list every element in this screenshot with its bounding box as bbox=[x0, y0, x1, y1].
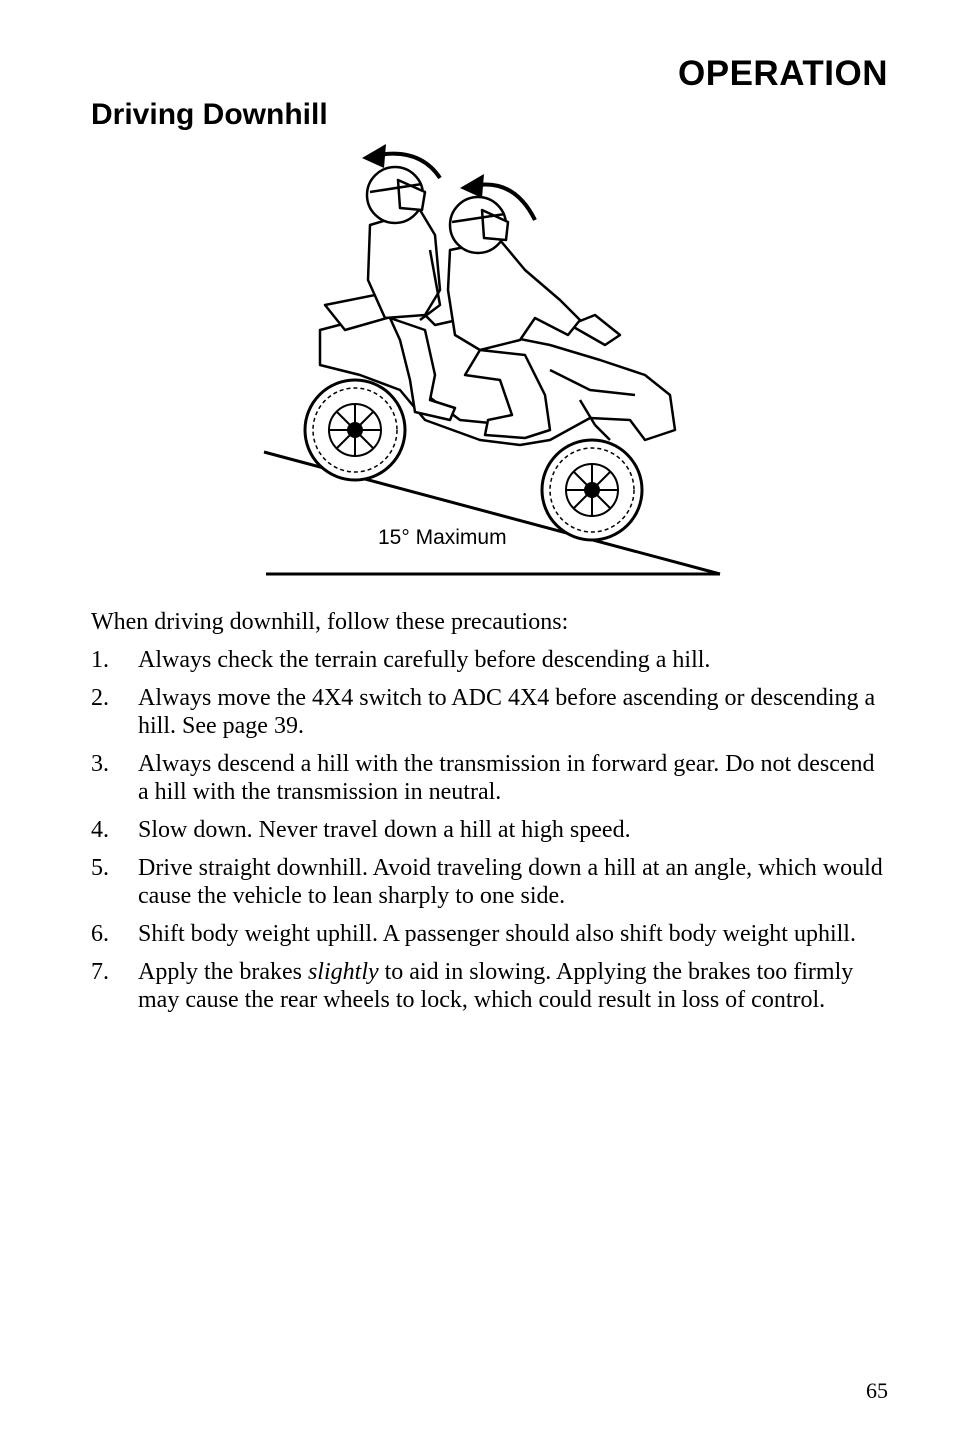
section-title: OPERATION bbox=[678, 54, 888, 93]
slope-angle-label: 15° Maximum bbox=[375, 526, 510, 550]
precautions-list bbox=[91, 646, 891, 1024]
page-heading: Driving Downhill bbox=[91, 98, 328, 131]
list-item bbox=[91, 854, 891, 910]
list-item bbox=[91, 646, 891, 674]
rear-wheel bbox=[305, 380, 405, 480]
item-number: 3. bbox=[91, 751, 109, 777]
item-text-before: Apply the brakes bbox=[138, 959, 308, 985]
list-item bbox=[91, 684, 891, 740]
item-text: Shift body weight uphill. A passenger should also shift body weight uphill. bbox=[138, 921, 856, 947]
item-text: Always check the terrain carefully before descending a hill. bbox=[138, 647, 711, 673]
item-text: Always descend a hill with the transmission in forward gear. Do not descend a hill with the transmission in neutral. bbox=[138, 751, 875, 805]
item-text: Drive straight downhill. Avoid traveling down a hill at an angle, which would cause the vehicle to lean sharply to one side. bbox=[138, 855, 883, 909]
list-item bbox=[91, 816, 891, 844]
item-text-after: to aid in slowing. Applying the brakes too firmly may cause the rear wheels to lock, which could result in loss of control. bbox=[138, 959, 854, 1013]
item-number: 6. bbox=[91, 921, 109, 947]
item-text: Always move the 4X4 switch to ADC 4X4 before ascending or descending a hill. See page 39. bbox=[138, 685, 876, 739]
item-number: 7. bbox=[91, 959, 109, 985]
front-wheel bbox=[542, 440, 642, 540]
downhill-illustration bbox=[250, 140, 730, 585]
intro-text: When driving downhill, follow these precautions: bbox=[91, 609, 569, 635]
list-item bbox=[91, 750, 891, 806]
item-number: 2. bbox=[91, 685, 109, 711]
atv-on-slope-drawing bbox=[250, 140, 730, 585]
item-text: Slow down. Never travel down a hill at high speed. bbox=[138, 817, 631, 843]
item-number: 5. bbox=[91, 855, 109, 881]
item-number: 4. bbox=[91, 817, 109, 843]
item-number: 1. bbox=[91, 647, 109, 673]
list-item bbox=[91, 958, 891, 1014]
item-emphasis: slightly bbox=[307, 959, 379, 985]
page-number: 65 bbox=[866, 1378, 888, 1403]
list-item bbox=[91, 920, 891, 948]
